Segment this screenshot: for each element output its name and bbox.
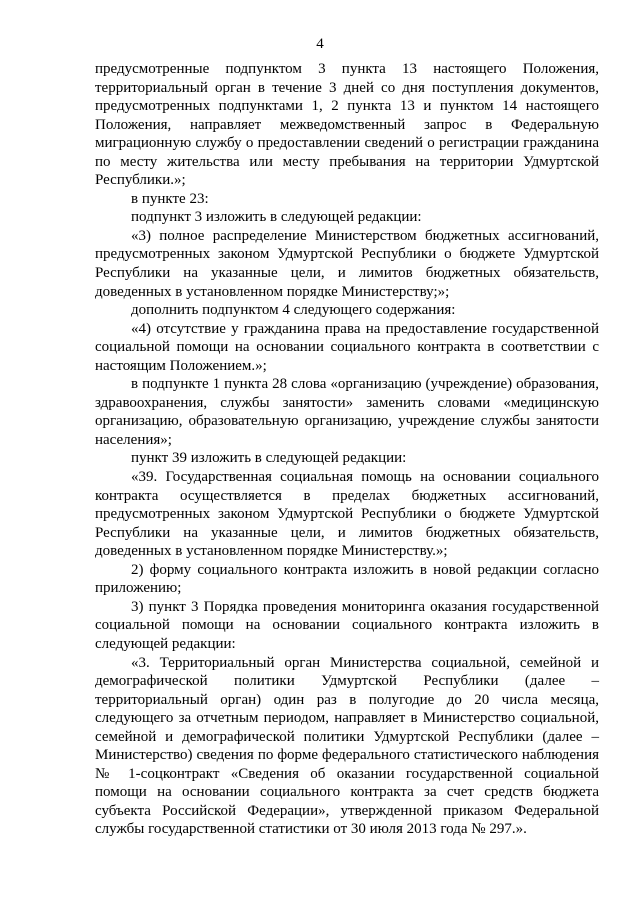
paragraph: дополнить подпунктом 4 следующего содержания:: [131, 302, 456, 319]
paragraph: предусмотренные подпунктом 3 пункта 13 настоящего Положения, территориальный орган в течение 3 дней со дня поступления документов, предусмотренных подпунктами 1, 2 пункта 13 и пунктом 14 настоящего Положения, направляет межведомственный запрос в Федеральную миграционную службу о предоставлении сведений о регистрации гражданина по месту жительства или месту пребывания на территории Удмуртской Республики.»;: [95, 61, 599, 189]
paragraph: в подпункте 1 пункта 28 слова «организацию (учреждение) образования, здравоохранения, службы занятости» заменить словами «медицинскую организацию, образовательную организацию, учреждение службы занятости населения»;: [95, 376, 599, 448]
paragraph: подпункт 3 изложить в следующей редакции:: [131, 209, 422, 226]
paragraph: пункт 39 изложить в следующей редакции:: [131, 450, 407, 467]
paragraph: в пункте 23:: [131, 190, 209, 207]
document-body: [95, 60, 599, 839]
paragraph: 3) пункт 3 Порядка проведения мониторинга оказания государственной социальной помощи на основании социального контракта изложить в следующей редакции:: [95, 598, 599, 652]
paragraph: «3. Территориальный орган Министерства социальной, семейной и демографической политики Удмуртской Республики (далее – территориальный орган) один раз в полугодие до 20 числа месяца, следующего за отчетным периодом, направляет в Министерство социальной, семейной и демографической политики Удмуртской Республики (далее – Министерство) сведения по форме федерального статистического наблюдения № 1-соцконтракт «Сведения об оказании государственной социальной помощи на основании социального контракта за счет средств бюджета субъекта Российской Федерации», утвержденной приказом Федеральной службы государственной статистики от 30 июля 2013 года № 297.».: [95, 654, 599, 838]
paragraph: «39. Государственная социальная помощь на основании социального контракта осуществляется в пределах бюджетных ассигнований, предусмотренных законом Удмуртской Республики о бюджете Удмуртской Республики на указанные цели, и лимитов бюджетных обязательств, доведенных в установленном порядке Министерству.»;: [95, 469, 599, 560]
paragraph: 2) форму социального контракта изложить в новой редакции согласно приложению;: [95, 561, 599, 597]
paragraph: «4) отсутствие у гражданина права на предоставление государственной социальной помощи на основании социального контракта в соответствии с настоящим Положением.»;: [95, 320, 599, 374]
paragraph: «3) полное распределение Министерством бюджетных ассигнований, предусмотренных законом Удмуртской Республики о бюджете Удмуртской Республики на указанные цели, и лимитов бюджетных обязательств, доведенных в установленном порядке Министерству;»;: [95, 227, 599, 300]
page-number: 4: [316, 36, 324, 52]
